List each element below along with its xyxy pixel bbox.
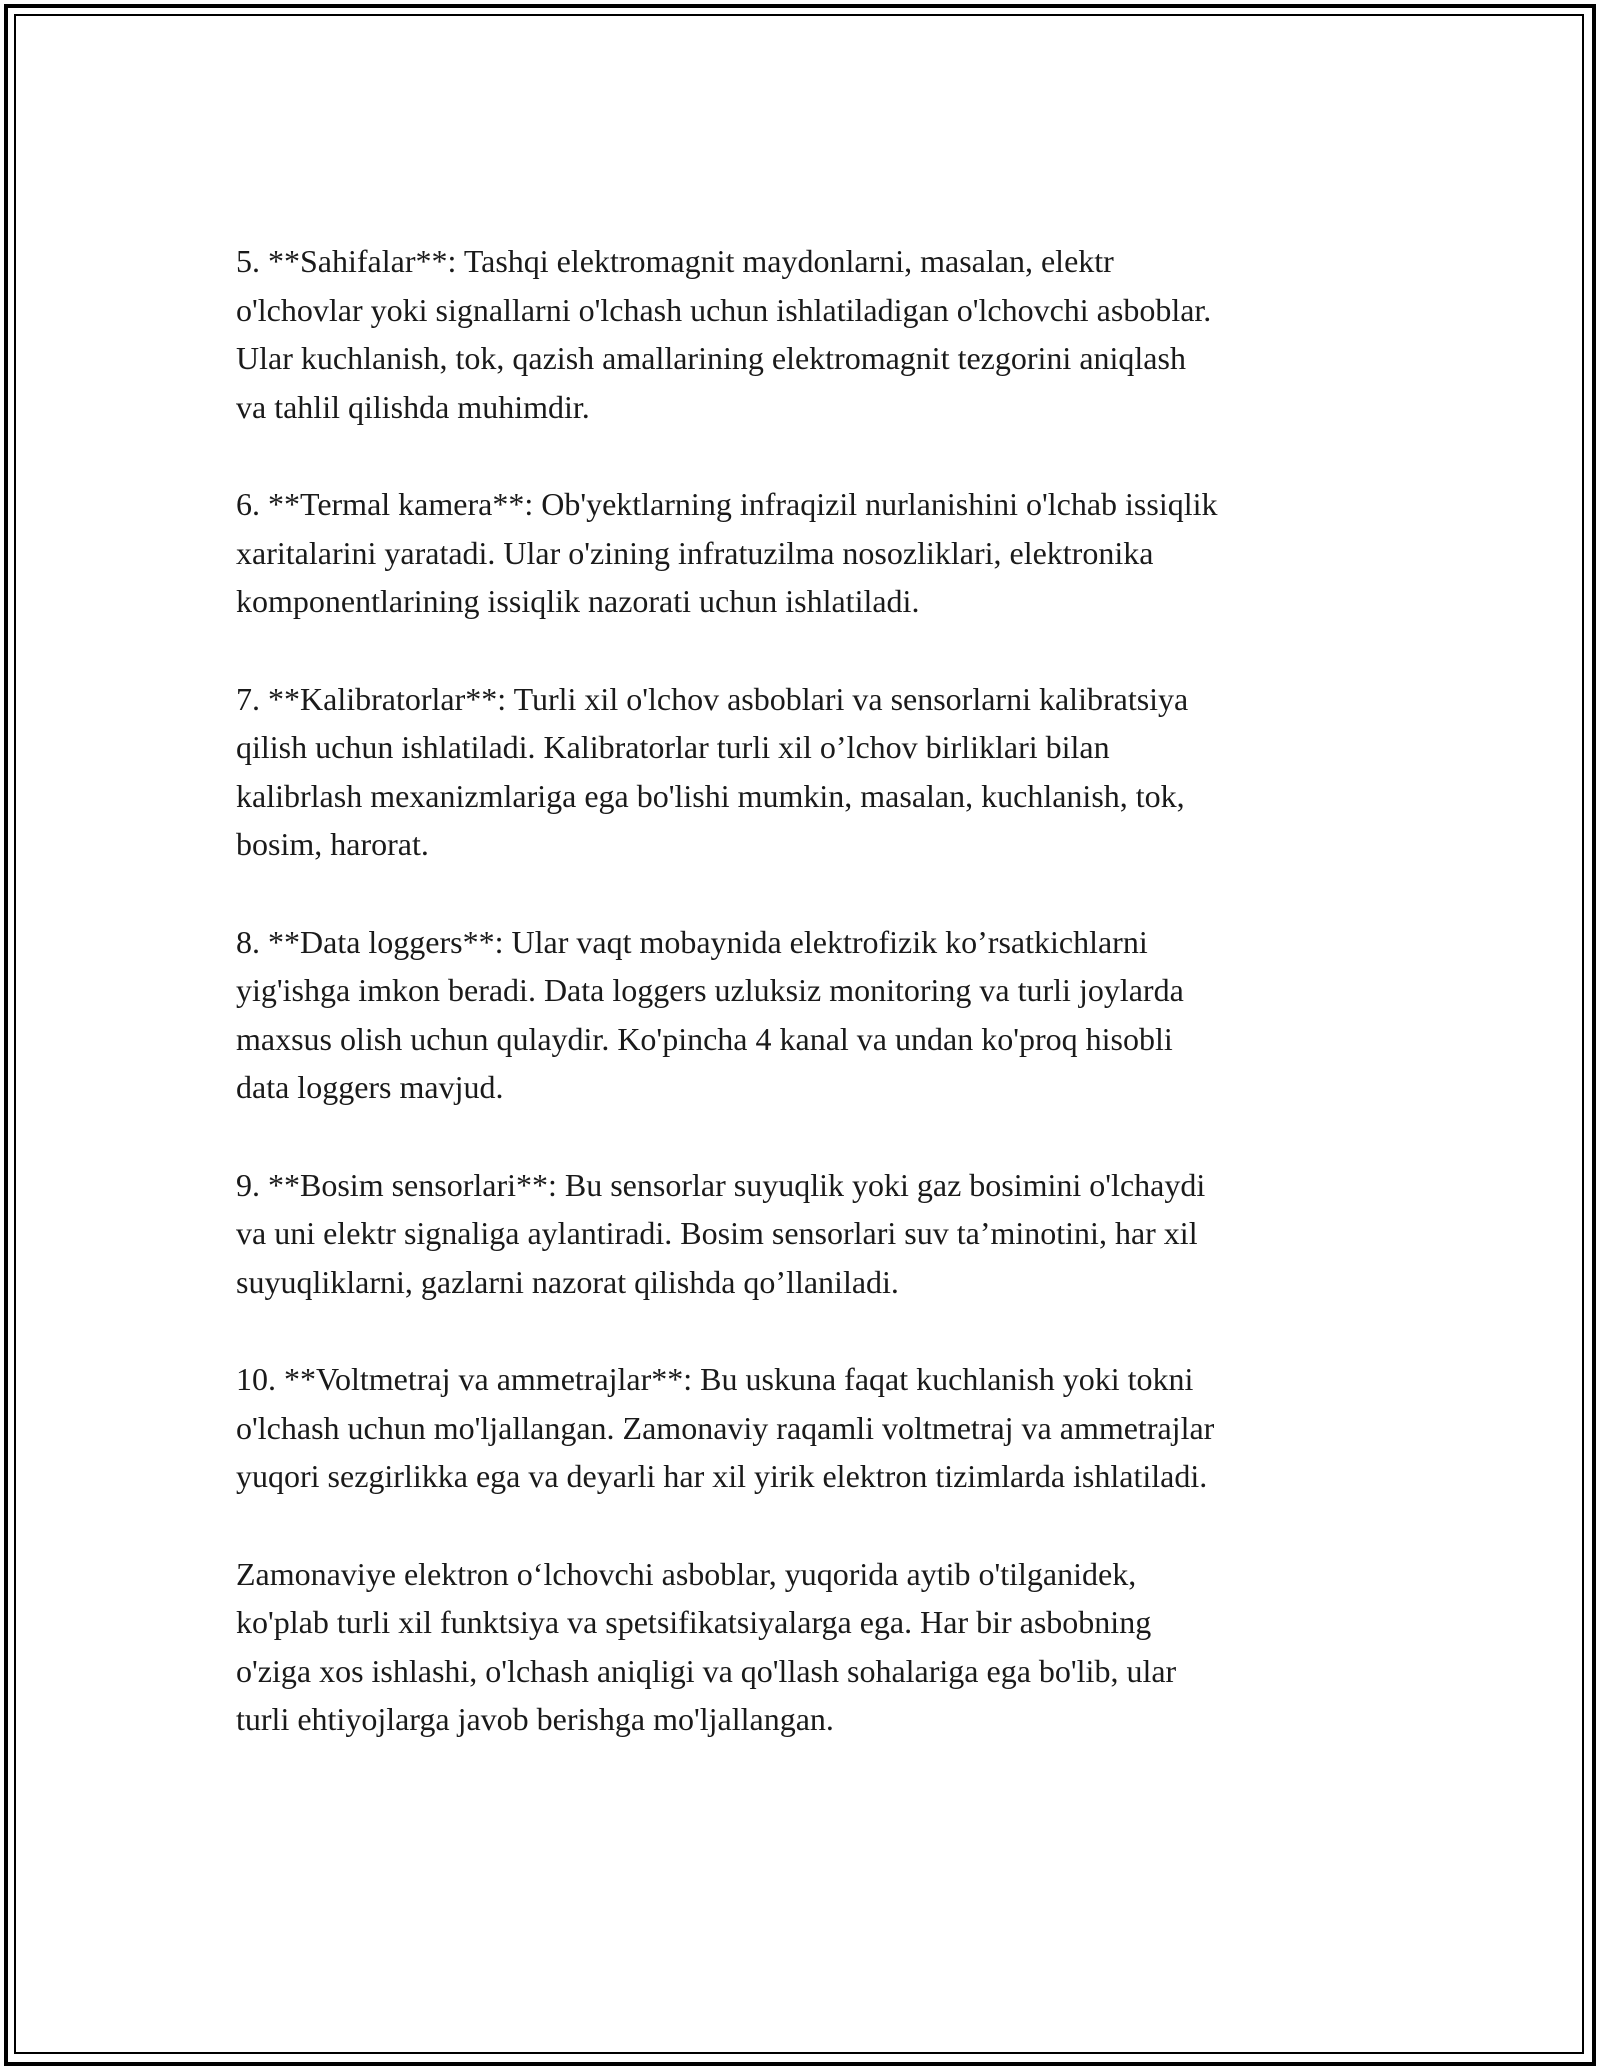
- paragraph-item-6: 6. **Termal kamera**: Ob'yektlarning infraqizil nurlanishini o'lchab issiqlik xaritalarini yaratadi. Ular o'zining infratuzilma nosozliklari, elektronika komponentlarining issiqlik nazorati uchun ishlatiladi.: [236, 486, 1218, 619]
- paragraph-item-9: 9. **Bosim sensorlari**: Bu sensorlar suyuqlik yoki gaz bosimini o'lchaydi va uni elektr signaliga aylantiradi. Bosim sensorlari suv ta’minotini, har xil suyuqliklarni, gazlarni nazorat qilishda qo’llaniladi.: [236, 1166, 1206, 1300]
- document-body: [236, 237, 1376, 1744]
- paragraph-item-5: 5. **Sahifalar**: Tashqi elektromagnit maydonlarni, masalan, elektr o'lchovlar yoki signallarni o'lchash uchun ishlatiladigan o'lchovchi asboblar. Ular kuchlanish, tok, qazish amallarining elektromagnit tezgorini aniqlash va tahlil qilishda muhimdir.: [236, 243, 1212, 425]
- paragraph-conclusion: Zamonaviye elektron o‘lchovchi asboblar, yuqorida aytib o'tilganidek, ko'plab turli xil funktsiya va spetsifikatsiyalarga ega. Har bir asbobning o'ziga xos ishlashi, o'lchash aniqligi va qo'llash sohalariga ega bo'lib, ular turli ehtiyojlarga javob berishga mo'ljallangan.: [236, 1555, 1177, 1737]
- paragraph-item-7: 7. **Kalibratorlar**: Turli xil o'lchov asboblari va sensorlarni kalibratsiya qilish uchun ishlatiladi. Kalibratorlar turli xil o’lchov birliklari bilan kalibrlash mexanizmlariga ega bo'lishi mumkin, masalan, kuchlanish, tok, bosim, harorat.: [236, 680, 1189, 862]
- paragraph-item-10: 10. **Voltmetraj va ammetrajlar**: Bu uskuna faqat kuchlanish yoki tokni o'lchash uchun mo'ljallangan. Zamonaviy raqamli voltmetraj va ammetrajlar yuqori sezgirlikka ega va deyarli har xil yirik elektron tizimlarda ishlatiladi.: [236, 1361, 1215, 1494]
- paragraph-item-8: 8. **Data loggers**: Ular vaqt mobaynida elektrofizik ko’rsatkichlarni yig'ishga imkon beradi. Data loggers uzluksiz monitoring va turli joylarda maxsus olish uchun qulaydir. Ko'pincha 4 kanal va undan ko'proq hisobli data loggers mavjud.: [236, 923, 1184, 1105]
